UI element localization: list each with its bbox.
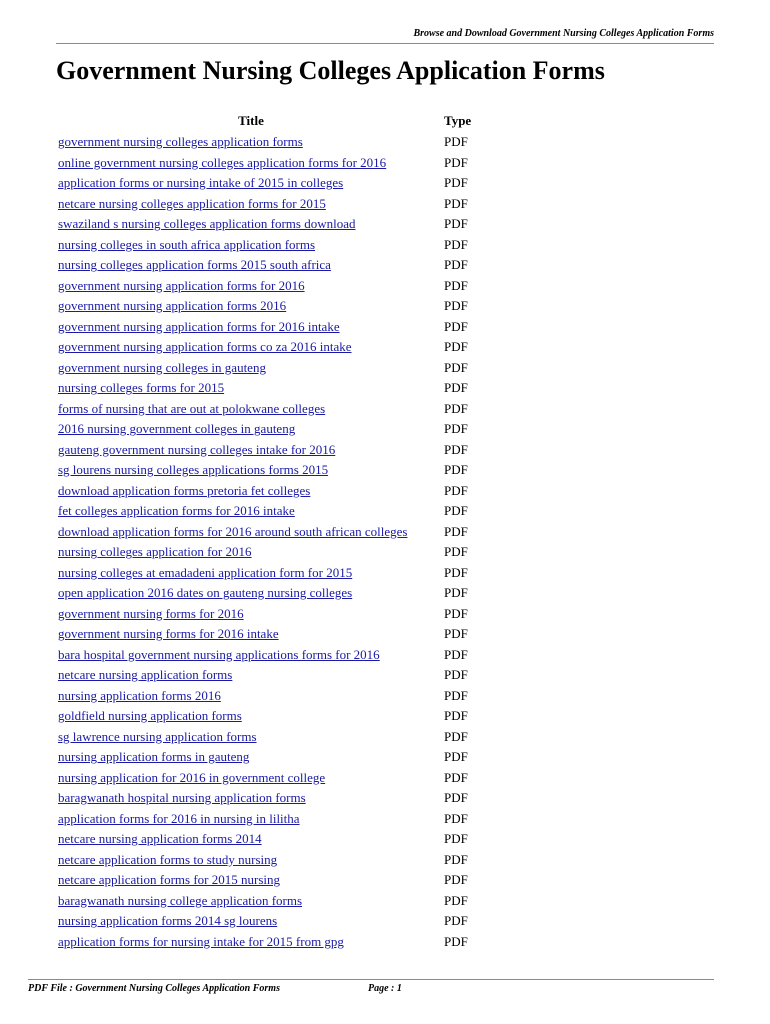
document-link[interactable]: forms of nursing that are out at polokwane colleges [58,400,326,416]
document-link[interactable]: application forms or nursing intake of 2015 in colleges [58,175,344,191]
title-cell [58,770,444,786]
title-cell [58,544,444,560]
type-cell: PDF [444,646,468,662]
table-row [58,747,484,768]
title-cell [58,913,444,929]
type-cell: PDF [444,380,468,396]
table-row [58,296,484,317]
title-cell [58,565,444,581]
table-body [58,132,484,952]
document-link[interactable]: government nursing application forms co za 2016 intake [58,339,352,355]
type-cell: PDF [444,769,468,785]
page-title: Government Nursing Colleges Application Forms [56,56,605,85]
table-row [58,604,484,625]
type-cell: PDF [444,462,468,478]
title-cell [58,749,444,765]
title-cell [58,421,444,437]
document-link[interactable]: gauteng government nursing colleges intake for 2016 [58,441,336,457]
document-link[interactable]: download application forms pretoria fet colleges [58,482,311,498]
title-cell [58,606,444,622]
table-row [58,440,484,461]
document-link[interactable]: nursing application forms 2016 [58,687,221,703]
title-cell [58,708,444,724]
type-cell: PDF [444,913,468,929]
table-row [58,460,484,481]
document-link[interactable]: government nursing colleges application forms [58,134,303,150]
type-cell: PDF [444,810,468,826]
table-row [58,891,484,912]
type-cell: PDF [444,585,468,601]
document-link[interactable]: online government nursing colleges application forms for 2016 [58,154,387,170]
table-row [58,399,484,420]
document-link[interactable]: application forms for 2016 in nursing in lilitha [58,810,300,826]
title-cell [58,442,444,458]
document-link[interactable]: netcare nursing application forms [58,667,233,683]
table-row [58,358,484,379]
table-row [58,132,484,153]
table-row [58,276,484,297]
type-cell: PDF [444,790,468,806]
document-link[interactable]: nursing colleges in south africa application forms [58,236,316,252]
document-link[interactable]: netcare nursing application forms 2014 [58,831,262,847]
document-link[interactable]: nursing application for 2016 in government college [58,769,326,785]
title-cell [58,503,444,519]
title-cell [58,257,444,273]
table-row [58,173,484,194]
type-cell: PDF [444,359,468,375]
table-row [58,665,484,686]
title-cell [58,790,444,806]
running-header: Browse and Download Government Nursing Colleges Application Forms [413,28,714,39]
type-cell: PDF [444,626,468,642]
page-footer [28,983,402,994]
type-cell: PDF [444,667,468,683]
type-cell: PDF [444,195,468,211]
type-cell: PDF [444,749,468,765]
document-link[interactable]: baragwanath nursing college application forms [58,892,303,908]
title-cell [58,893,444,909]
table-row [58,911,484,932]
document-link[interactable]: government nursing application forms for 2016 intake [58,318,340,334]
title-cell [58,524,444,540]
table-row [58,624,484,645]
table-row [58,645,484,666]
table-row [58,501,484,522]
type-cell: PDF [444,441,468,457]
type-cell: PDF [444,154,468,170]
header-divider [56,43,714,44]
title-cell [58,729,444,745]
title-cell [58,380,444,396]
title-cell [58,360,444,376]
type-cell: PDF [444,482,468,498]
type-cell: PDF [444,728,468,744]
document-link[interactable]: nursing colleges application for 2016 [58,544,252,560]
title-cell [58,811,444,827]
table-header [58,110,484,132]
document-link[interactable]: baragwanath hospital nursing application forms [58,790,306,806]
type-cell: PDF [444,257,468,273]
title-cell [58,626,444,642]
type-cell: PDF [444,134,468,150]
title-cell [58,298,444,314]
type-cell: PDF [444,851,468,867]
table-row [58,870,484,891]
type-cell: PDF [444,318,468,334]
title-cell [58,585,444,601]
document-link[interactable]: nursing colleges forms for 2015 [58,380,225,396]
title-cell [58,462,444,478]
document-link[interactable]: application forms for nursing intake for 2015 from gpg [58,933,344,949]
table-row [58,829,484,850]
type-cell: PDF [444,339,468,355]
type-cell: PDF [444,872,468,888]
table-row [58,194,484,215]
table-row [58,317,484,338]
title-cell [58,216,444,232]
document-link[interactable]: nursing application forms 2014 sg lourens [58,913,278,929]
title-cell [58,175,444,191]
title-cell [58,483,444,499]
document-link[interactable]: government nursing application forms for 2016 [58,277,305,293]
document-link[interactable]: nursing application forms in gauteng [58,749,250,765]
type-cell: PDF [444,564,468,580]
document-link[interactable]: government nursing application forms 2016 [58,298,287,314]
table-row [58,727,484,748]
table-row [58,583,484,604]
table-row [58,706,484,727]
type-cell: PDF [444,277,468,293]
table-row [58,481,484,502]
document-link[interactable]: goldfield nursing application forms [58,708,242,724]
footer-file-label: PDF File : Government Nursing Colleges Application Forms [28,983,280,994]
title-cell [58,688,444,704]
document-link[interactable]: sg lourens nursing colleges applications forms 2015 [58,462,329,478]
table-row [58,522,484,543]
page-number: Page : 1 [368,983,402,994]
type-cell: PDF [444,503,468,519]
table-row [58,255,484,276]
document-link[interactable]: netcare application forms for 2015 nursing [58,872,281,888]
type-cell: PDF [444,831,468,847]
document-link[interactable]: government nursing colleges in gauteng [58,359,266,375]
document-link[interactable]: netcare application forms to study nursing [58,851,278,867]
document-link[interactable]: fet colleges application forms for 2016 intake [58,503,295,519]
table-row [58,850,484,871]
document-link[interactable]: open application 2016 dates on gauteng nursing colleges [58,585,353,601]
type-cell: PDF [444,421,468,437]
type-cell: PDF [444,400,468,416]
table-row [58,419,484,440]
type-cell: PDF [444,216,468,232]
document-link[interactable]: netcare nursing colleges application forms for 2015 [58,195,326,211]
type-cell: PDF [444,236,468,252]
type-cell: PDF [444,544,468,560]
table-row [58,153,484,174]
document-link[interactable]: download application forms for 2016 around south african colleges [58,523,408,539]
table-row [58,235,484,256]
table-row [58,337,484,358]
type-cell: PDF [444,708,468,724]
document-link[interactable]: swaziland s nursing colleges application forms download [58,216,356,232]
title-cell [58,237,444,253]
table-row [58,214,484,235]
table-row [58,768,484,789]
type-cell: PDF [444,892,468,908]
footer-divider [28,979,714,980]
title-cell [58,319,444,335]
document-link[interactable]: nursing colleges application forms 2015 south africa [58,257,331,273]
title-cell [58,196,444,212]
title-cell [58,831,444,847]
table-row [58,563,484,584]
type-cell: PDF [444,605,468,621]
table-row [58,809,484,830]
type-cell: PDF [444,523,468,539]
title-cell [58,872,444,888]
type-cell: PDF [444,298,468,314]
document-link[interactable]: bara hospital government nursing applications forms for 2016 [58,646,380,662]
title-cell [58,134,444,150]
table-row [58,542,484,563]
title-cell [58,278,444,294]
title-cell [58,401,444,417]
title-cell [58,339,444,355]
column-header-title: Title [238,113,264,128]
type-cell: PDF [444,175,468,191]
table-row [58,686,484,707]
title-cell [58,155,444,171]
document-table [58,110,484,952]
type-cell: PDF [444,687,468,703]
table-row [58,932,484,953]
column-header-type: Type [444,113,472,128]
document-link[interactable]: 2016 nursing government colleges in gauteng [58,421,296,437]
document-link[interactable]: government nursing forms for 2016 [58,605,244,621]
table-row [58,378,484,399]
title-cell [58,647,444,663]
document-link[interactable]: sg lawrence nursing application forms [58,728,257,744]
title-cell [58,852,444,868]
document-link[interactable]: government nursing forms for 2016 intake [58,626,279,642]
type-cell: PDF [444,933,468,949]
table-row [58,788,484,809]
title-cell [58,667,444,683]
title-cell [58,934,444,950]
document-link[interactable]: nursing colleges at emadadeni application form for 2015 [58,564,353,580]
